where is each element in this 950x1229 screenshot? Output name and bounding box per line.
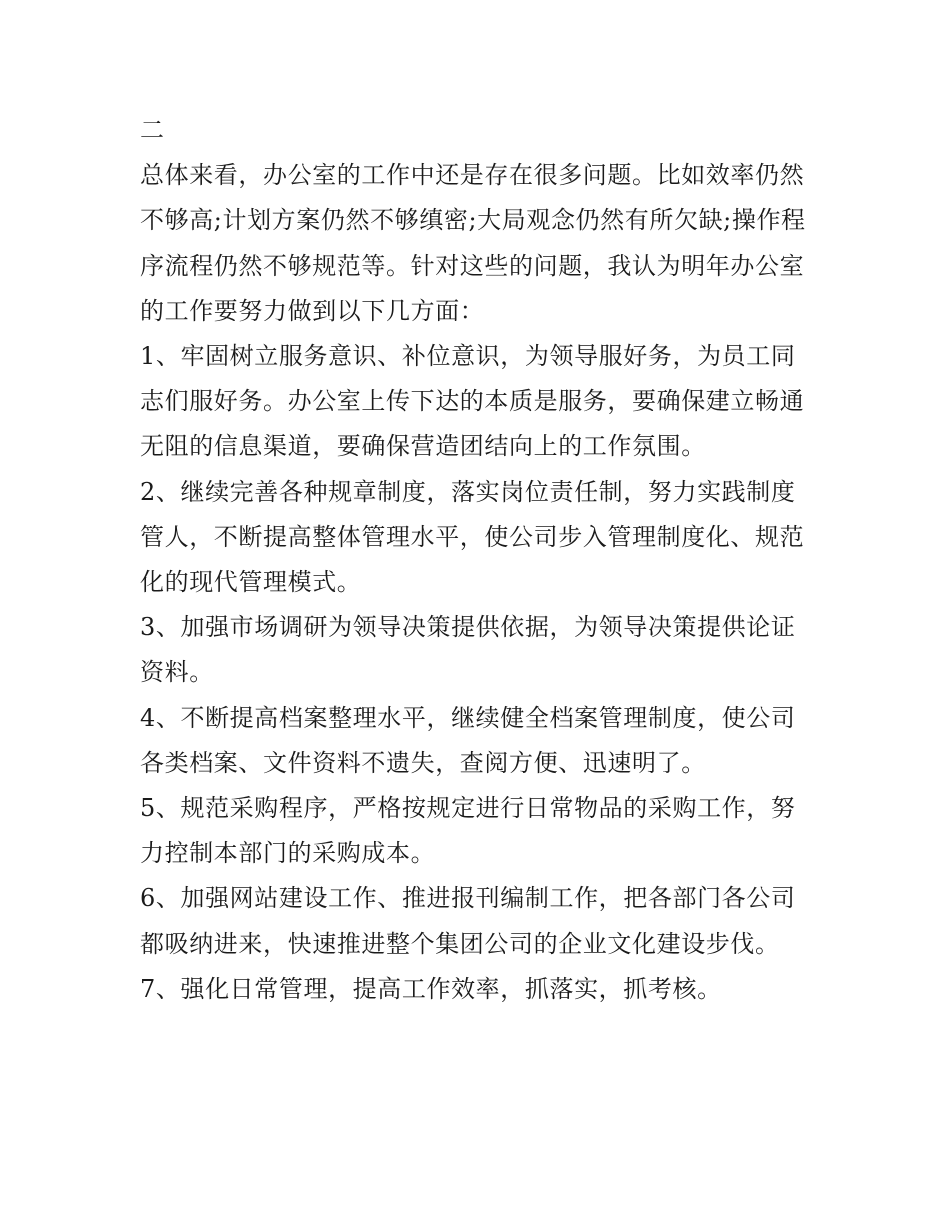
list-item-1: 1、牢固树立服务意识、补位意识，为领导服好务，为员工同志们服好务。办公室上传下达的本质是服务，要确保建立畅通无阻的信息渠道，要确保营造团结向上的工作氛围。 bbox=[140, 342, 805, 461]
list-item-6: 6、加强网站建设工作、推进报刊编制工作，把各部门各公司都吸纳进来，快速推进整个集团公司的企业文化建设步伐。 bbox=[140, 884, 796, 958]
list-item-5: 5、规范采购程序，严格按规定进行日常物品的采购工作，努力控制本部门的采购成本。 bbox=[140, 794, 796, 868]
section-number: 二 bbox=[140, 116, 165, 144]
list-item-3: 3、加强市场调研为领导决策提供依据，为领导决策提供论证资料。 bbox=[140, 613, 796, 687]
intro-paragraph: 总体来看，办公室的工作中还是存在很多问题。比如效率仍然不够高;计划方案仍然不够缜密;大局观念仍然有所欠缺;操作程序流程仍然不够规范等。针对这些的问题，我认为明年办公室的工作要努力做到以下几方面： bbox=[140, 161, 806, 325]
list-item-2: 2、继续完善各种规章制度，落实岗位责任制，努力实践制度管人，不断提高整体管理水平，使公司步入管理制度化、规范化的现代管理模式。 bbox=[140, 477, 805, 597]
list-item-4: 4、不断提高档案整理水平，继续健全档案管理制度，使公司各类档案、文件资料不遗失，查阅方便、迅速明了。 bbox=[140, 703, 796, 777]
list-item-7: 7、强化日常管理，提高工作效率，抓落实，抓考核。 bbox=[140, 974, 722, 1003]
document-body bbox=[140, 108, 820, 1012]
